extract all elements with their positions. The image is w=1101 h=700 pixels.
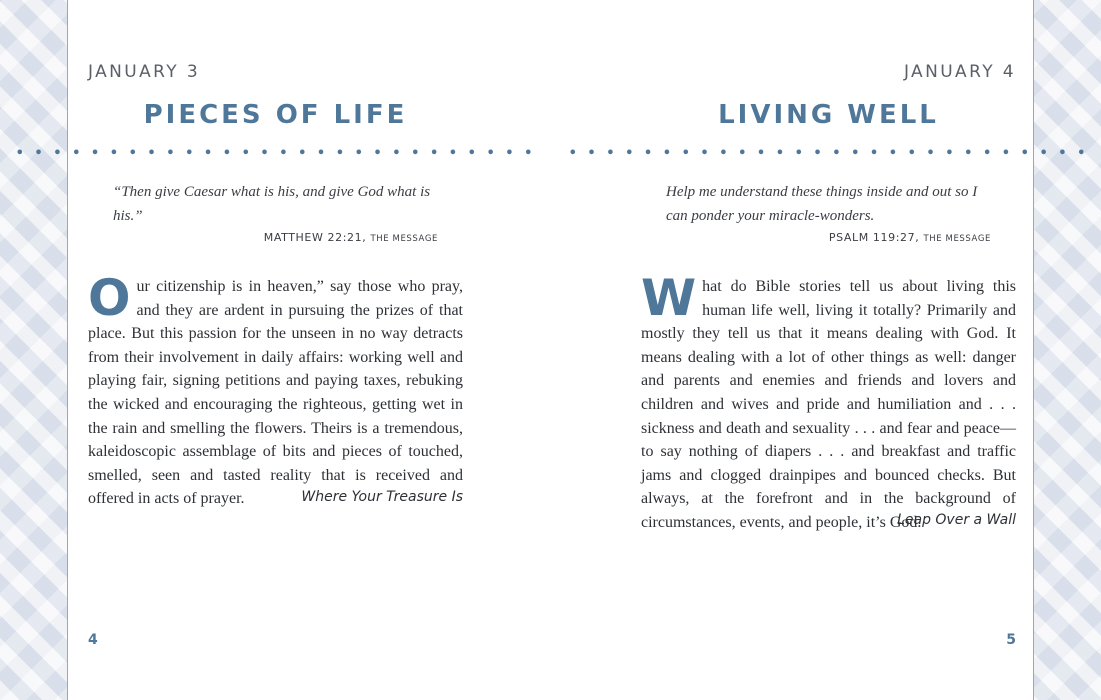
page-number: 5: [1006, 632, 1016, 648]
dotted-divider: • • • • • • • • • • • • • • • • • • • • • • • • • • • •: [568, 146, 1089, 161]
right-page: [568, 0, 1089, 700]
body-text: hat do Bible stories tell us about living this human life well, living it totally? Primarily and mostly they tell us that it means dealing with God. It means dealing with a lot of other things as well: danger and parents and enemies and friends and lovers and children and wives and pride and humiliation and . . . sickness and death and sexuality . . . and fear and peace—to say nothing of diapers . . . and breakfast and traffic jams and clogged drainpipes and bounced checks. But always, at the forefront and in the background of circumstances, events, and people, it’s God.: [641, 278, 1016, 531]
left-page: [15, 0, 536, 700]
book-spread: [15, 0, 1089, 700]
page-date: JANUARY 3: [88, 62, 201, 82]
scripture-reference: [264, 231, 438, 244]
page-date: JANUARY 4: [903, 62, 1016, 82]
source-attribution: Where Your Treasure Is: [301, 489, 463, 505]
devotional-title: LIVING WELL: [718, 100, 939, 130]
scripture-reference: [829, 231, 991, 244]
drop-cap: O: [88, 269, 131, 327]
scripture-verse: Help me understand these things inside and out so I can ponder your miracle-wonders.: [666, 184, 978, 224]
reference-citation: PSALM 119:27,: [828, 231, 920, 244]
dotted-divider: • • • • • • • • • • • • • • • • • • • • • • • • • • • •: [15, 146, 536, 161]
body-text: ur citizenship is in heaven,” say those who pray, and they are ardent in pursuing the prizes of that place. But this passion for the unseen in no way detracts from their involvement in daily affairs: working well and playing fair, signing petitions and paying taxes, rebuking the wicked and encouraging the righteous, getting wet in the rain and smelling the flowers. Theirs is a tremendous, kaleidoscopic assemblage of bits and pieces of touched, smelled, seen and tasted reality that is received and offered in acts of prayer.: [88, 278, 463, 508]
drop-cap: W: [641, 269, 697, 327]
reference-source: THE MESSAGE: [923, 234, 991, 244]
devotional-body: [641, 269, 1016, 535]
reference-source: THE MESSAGE: [370, 234, 438, 244]
page-number: 4: [88, 632, 98, 648]
devotional-body: [88, 269, 463, 511]
devotional-title: PIECES OF LIFE: [143, 100, 408, 130]
source-attribution: Leap Over a Wall: [897, 512, 1016, 528]
reference-citation: MATTHEW 22:21,: [263, 231, 367, 244]
scripture-verse: “Then give Caesar what is his, and give God what is his.”: [113, 184, 431, 224]
